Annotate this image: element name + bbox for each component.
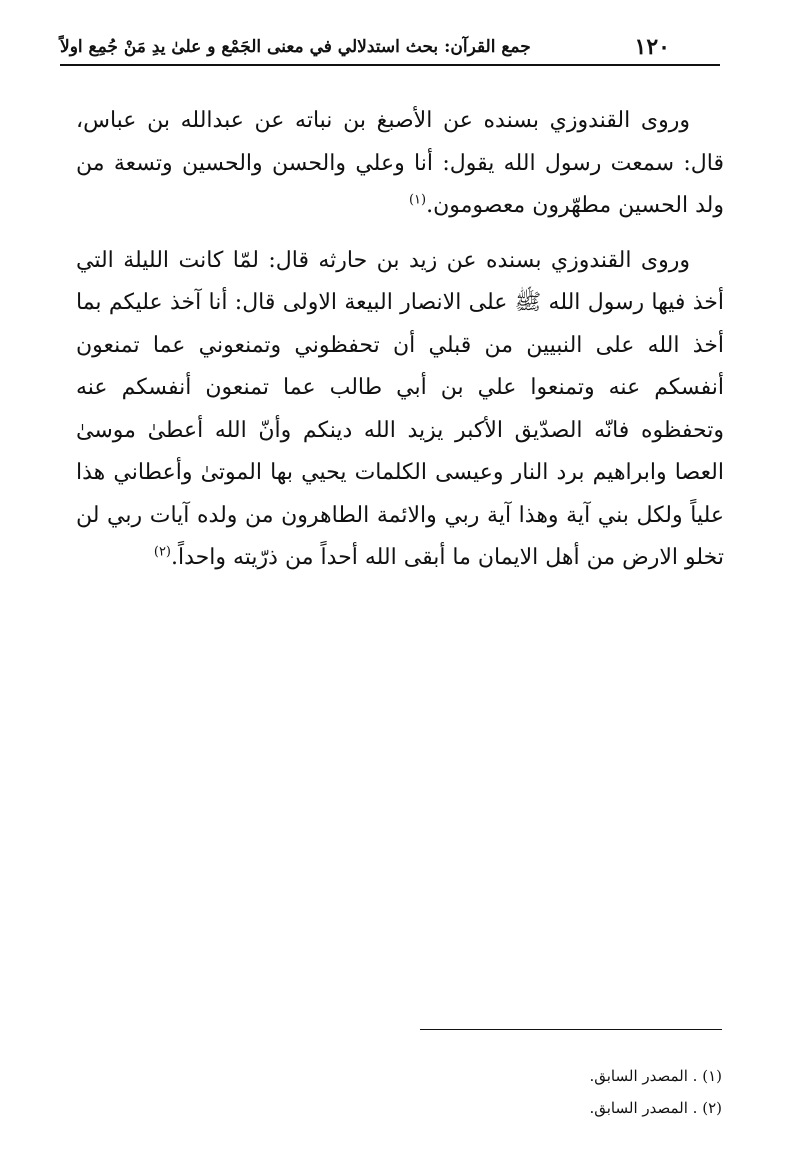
footnote-ref: (١) [408,192,427,208]
footnote-ref: (٢) [153,544,171,560]
paragraph [76,240,724,580]
running-title: جمع القرآن: بحث استدلالي في معنى الجَمْع و علىٰ يدِ مَنْ جُمِع اولاً [60,37,531,57]
page-header [60,30,720,66]
page-number: ١٢٠ [634,34,670,60]
paragraph [76,100,724,228]
footnotes [420,1060,722,1124]
footnote-2: (٢) . المصدر السابق. [589,1099,722,1117]
main-text [76,100,724,592]
paragraph-text: وروى القندوزي بسنده عن الأصبغ بن نباته عن عبدالله بن عباس، قال: سمعت رسول الله يقول: أنا وعلي والحسن والحسين وتسعة من ولد الحسين مطهّرون معصومون. [76,108,724,218]
footnote-divider [420,1029,722,1030]
footnote-1: (١) . المصدر السابق. [589,1067,722,1085]
paragraph-text: وروى القندوزي بسنده عن زيد بن حارثه قال: لمّا كانت الليلة التي أخذ فيها رسول الله ﷺ على الانصار البيعة الاولى قال: أنا آخذ عليكم بما أخذ الله على النبيين من قبلي أن تحفظوني وتمنعوني عما تمنعون أنفسكم عنه وتمنعوا علي بن أبي طالب عما تمنعون أنفسكم عنه وتحفظوه فانّه الصدّيق الأكبر يزيد الله دينكم وأنّ الله أعطىٰ موسىٰ العصا وابراهيم برد النار وعيسى الكلمات يحيي بها الموتىٰ وأعطاني هذا علياً ولكل بني آية وهذا آية ربي والائمة الطاهرون من ولده آيات ربي لن تخلو الارض من أهل الايمان ما أبقى الله أحداً من ذرّيته واحداً. [76,247,724,570]
